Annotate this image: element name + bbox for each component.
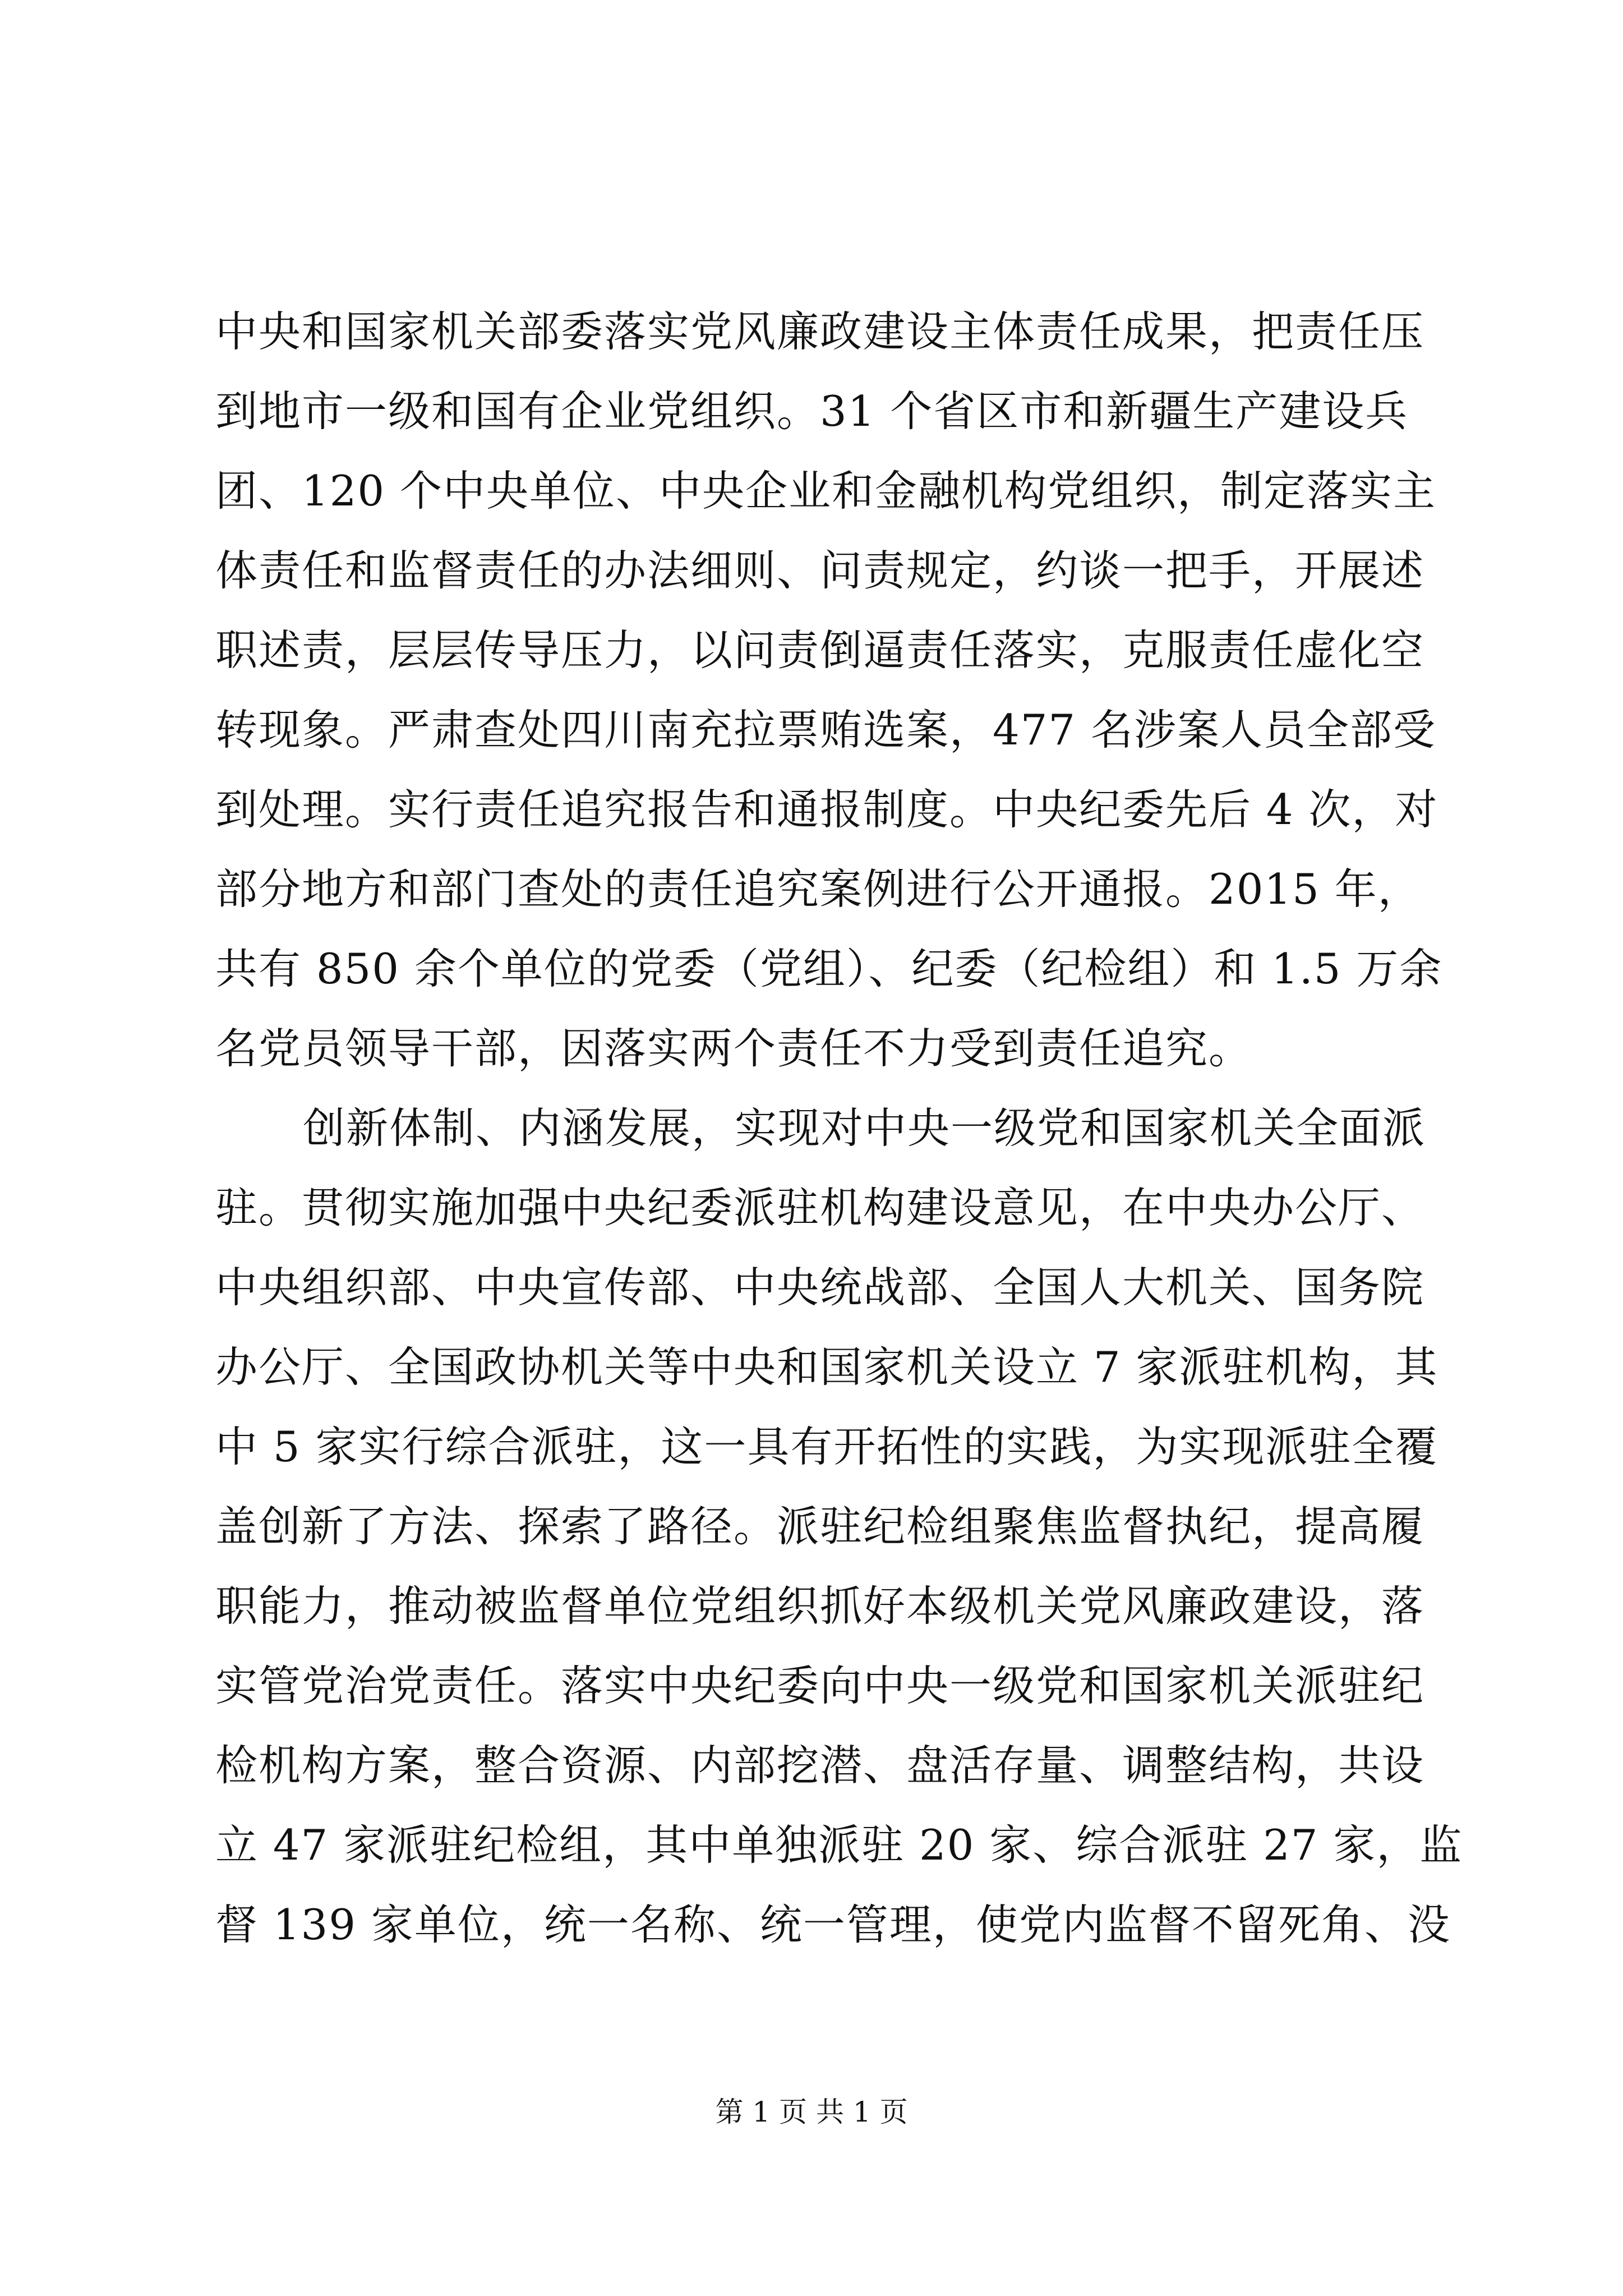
text-line: 驻。贯彻实施加强中央纪委派驻机构建设意见，在中央办公厅、 xyxy=(215,1183,1425,1232)
paragraph-first-line: 创新体制、内涵发展，实现对中央一级党和国家机关全面派 xyxy=(303,1103,1426,1153)
text-line: 转现象。严肃查处四川南充拉票贿选案，477 名涉案人员全部受 xyxy=(215,705,1436,754)
text-line: 中央组织部、中央宣传部、中央统战部、全国人大机关、国务院 xyxy=(215,1263,1425,1312)
text-line: 中 5 家实行综合派驻，这一具有开拓性的实践，为实现派驻全覆 xyxy=(215,1422,1438,1471)
text-line: 办公厅、全国政协机关等中央和国家机关设立 7 家派驻机构，其 xyxy=(215,1342,1438,1392)
text-line: 实管党治党责任。落实中央纪委向中央一级党和国家机关派驻纪 xyxy=(215,1661,1425,1710)
text-line: 检机构方案，整合资源、内部挖潜、盘活存量、调整结构，共设 xyxy=(215,1741,1425,1790)
text-line: 体责任和监督责任的办法细则、问责规定，约谈一把手，开展述 xyxy=(215,546,1425,595)
text-line: 名党员领导干部，因落实两个责任不力受到责任追究。 xyxy=(215,1024,1252,1073)
text-line: 督 139 家单位，统一名称、统一管理，使党内监督不留死角、没 xyxy=(215,1900,1451,1949)
page-footer: 第 1 页 共 1 页 xyxy=(715,2096,908,2128)
text-line: 中央和国家机关部委落实党风廉政建设主体责任成果，把责任压 xyxy=(215,307,1425,356)
text-line: 职能力，推动被监督单位党组织抓好本级机关党风廉政建设，落 xyxy=(215,1581,1425,1631)
text-line: 部分地方和部门查处的责任追究案例进行公开通报。2015 年， xyxy=(215,864,1421,914)
text-line: 到地市一级和国有企业党组织。31 个省区市和新疆生产建设兵 xyxy=(215,386,1409,436)
text-line: 共有 850 余个单位的党委（党组）、纪委（纪检组）和 1.5 万余 xyxy=(215,944,1443,993)
text-line: 立 47 家派驻纪检组，其中单独派驻 20 家、综合派驻 27 家，监 xyxy=(215,1820,1463,1870)
text-line: 到处理。实行责任追究报告和通报制度。中央纪委先后 4 次，对 xyxy=(215,785,1438,834)
body-text xyxy=(215,292,1463,1964)
text-line: 职述责，层层传导压力，以问责倒逼责任落实，克服责任虚化空 xyxy=(215,625,1425,675)
text-line: 团、120 个中央单位、中央企业和金融机构党组织，制定落实主 xyxy=(215,466,1436,516)
text-line: 盖创新了方法、探索了路径。派驻纪检组聚焦监督执纪，提高履 xyxy=(215,1502,1425,1551)
